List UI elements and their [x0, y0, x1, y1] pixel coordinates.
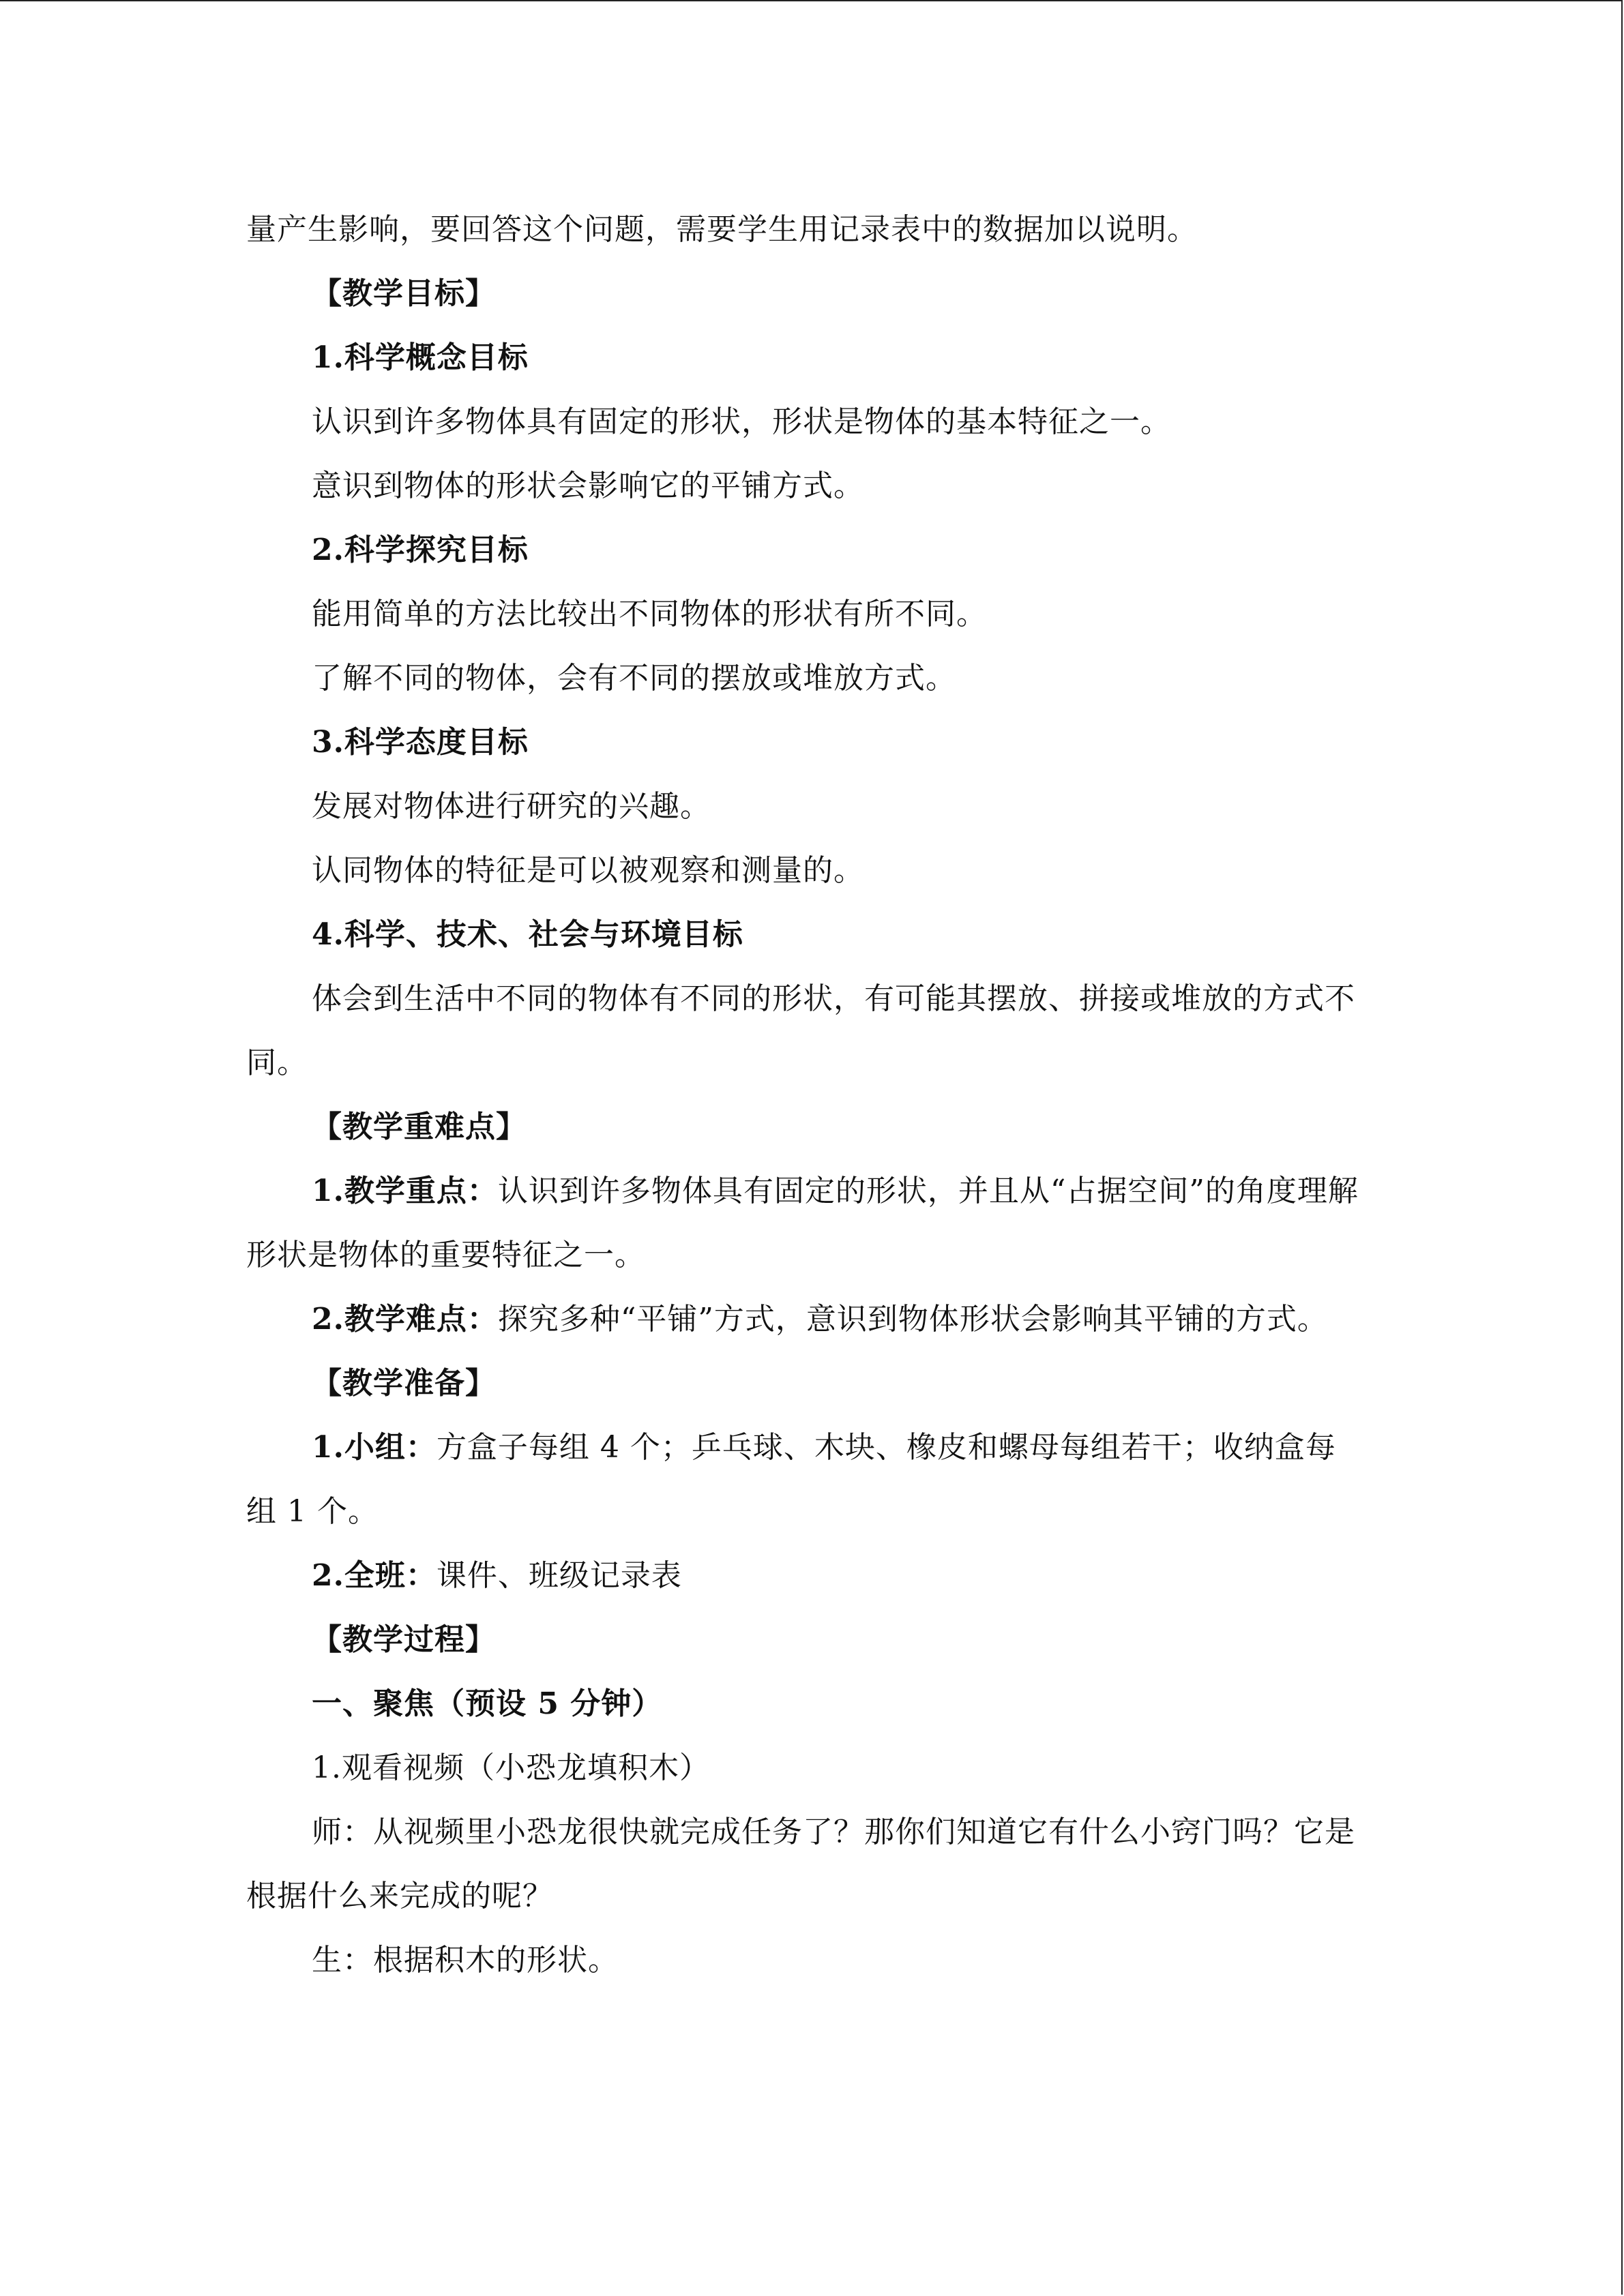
paragraph-focus-student: 生：根据积木的形状。 — [312, 1943, 619, 1978]
section-heading-keypoints: 【教学重难点】 — [312, 1109, 527, 1144]
paragraph-attitude-goal-1: 发展对物体进行研究的兴趣。 — [312, 789, 711, 824]
paragraph-key-point — [246, 1159, 1365, 1287]
document-body — [246, 198, 1365, 1993]
prep-group-lead: 1.小组： — [312, 1430, 437, 1465]
subheading-stse-goal: 4.科学、技术、社会与环境目标 — [312, 917, 743, 952]
paragraph-concept-goal-1: 认识到许多物体具有固定的形状，形状是物体的基本特征之一。 — [312, 404, 1171, 439]
subheading-focus: 一、聚焦（预设 5 分钟） — [312, 1686, 663, 1721]
subheading-inquiry-goal: 2.科学探究目标 — [312, 533, 529, 567]
paragraph-focus-teacher: 师：从视频里小恐龙很快就完成任务了？那你们知道它有什么小窍门吗？它是根据什么来完成的呢？ — [246, 1815, 1355, 1913]
difficulty-text: 探究多种“平铺”方式，意识到物体形状会影响其平铺的方式。 — [497, 1302, 1328, 1337]
paragraph-prep-group — [246, 1416, 1365, 1544]
paragraph-inquiry-goal-2: 了解不同的物体，会有不同的摆放或堆放方式。 — [312, 661, 956, 696]
paragraph-inquiry-goal-1: 能用简单的方法比较出不同物体的形状有所不同。 — [312, 597, 987, 631]
key-point-lead: 1.教学重点： — [312, 1174, 498, 1208]
section-heading-objectives: 【教学目标】 — [312, 276, 496, 311]
paragraph-stse-goal: 体会到生活中不同的物体有不同的形状，有可能其摆放、拼接或堆放的方式不同。 — [246, 981, 1355, 1080]
paragraph-attitude-goal-2: 认同物体的特征是可以被观察和测量的。 — [312, 853, 864, 888]
key-point-text: 认识到许多物体具有固定的形状，并且从“占据空间”的角度理解形状是物体的重要特征之一。 — [246, 1174, 1359, 1272]
paragraph-difficulty — [246, 1287, 1365, 1352]
prep-class-lead: 2.全班： — [312, 1558, 437, 1593]
paragraph-focus-video: 1.观看视频（小恐龙填积木） — [312, 1750, 710, 1785]
subheading-concept-goal: 1.科学概念目标 — [312, 340, 529, 375]
prep-group-text: 方盒子每组 4 个；乒乓球、木块、橡皮和螺母每组若干；收纳盒每组 1 个。 — [246, 1430, 1336, 1529]
difficulty-lead: 2.教学难点： — [312, 1302, 498, 1337]
prep-class-text: 课件、班级记录表 — [436, 1558, 682, 1593]
paragraph-prep-class — [246, 1544, 1365, 1608]
subheading-attitude-goal: 3.科学态度目标 — [312, 725, 529, 760]
section-heading-preparation: 【教学准备】 — [312, 1366, 496, 1401]
paragraph-concept-goal-2: 意识到物体的形状会影响它的平铺方式。 — [312, 468, 864, 503]
section-heading-process: 【教学过程】 — [312, 1622, 496, 1657]
paragraph-continuation: 量产生影响，要回答这个问题，需要学生用记录表中的数据加以说明。 — [246, 212, 1198, 247]
